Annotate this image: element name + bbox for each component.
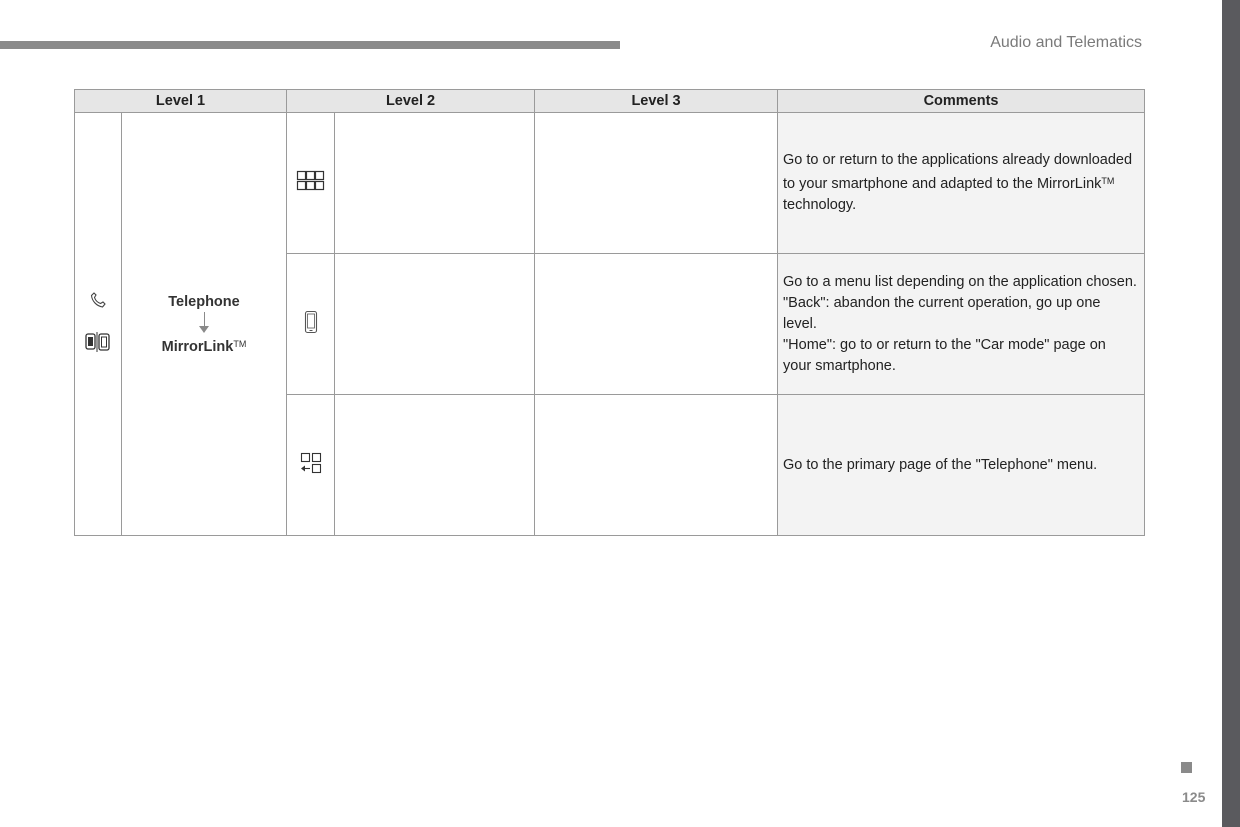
comment-cell — [778, 113, 1145, 254]
level2-icon-cell — [287, 254, 335, 395]
header-rule — [0, 41, 620, 49]
level1-icon-cell — [75, 113, 122, 536]
comment-text-end: technology. — [783, 197, 857, 213]
header-level-1: Level 1 — [75, 90, 287, 113]
level2-empty-cell — [335, 395, 535, 536]
level3-empty-cell — [535, 254, 778, 395]
comment-line: Go to a menu list depending on the application chosen. — [783, 273, 1137, 290]
level2-empty-cell — [335, 113, 535, 254]
comment-trademark: TM — [1101, 176, 1115, 186]
phone-handset-icon — [90, 291, 106, 313]
level2-icon-cell — [287, 395, 335, 536]
header-level-3: Level 3 — [535, 90, 778, 113]
level2-icon-cell — [287, 113, 335, 254]
mirrorlink-icon — [85, 331, 111, 357]
comment-text: Go to or return to the applications already downloaded to your smartphone and adapted to the MirrorLink — [783, 152, 1133, 192]
section-title: Audio and Telematics — [990, 34, 1142, 51]
header-level-2: Level 2 — [287, 90, 535, 113]
header-comments: Comments — [778, 90, 1145, 113]
applications-grid-icon — [296, 180, 326, 196]
return-to-telephone-icon — [299, 462, 323, 478]
down-arrow-icon — [122, 312, 286, 333]
comment-line: "Back": abandon the current operation, go up one level. — [783, 294, 1101, 332]
comment-cell — [778, 254, 1145, 395]
telephone-label: Telephone — [168, 293, 240, 310]
trademark-symbol: TM — [233, 338, 247, 349]
mirrorlink-label: MirrorLink — [161, 338, 234, 355]
comment-text: Go to the primary page of the "Telephone" menu. — [783, 456, 1098, 473]
table-header-row — [75, 90, 1145, 113]
page-number: 125 — [1182, 789, 1206, 805]
menu-table — [74, 89, 1145, 536]
level2-empty-cell — [335, 254, 535, 395]
comment-line: "Home": go to or return to the "Car mode" page on your smartphone. — [783, 336, 1106, 374]
comment-cell — [778, 395, 1145, 536]
page-marker — [1181, 762, 1192, 773]
table-row — [75, 113, 1145, 254]
side-strip — [1222, 0, 1240, 827]
level3-empty-cell — [535, 395, 778, 536]
level3-empty-cell — [535, 113, 778, 254]
level1-label-cell — [122, 113, 287, 536]
smartphone-icon — [304, 322, 318, 338]
